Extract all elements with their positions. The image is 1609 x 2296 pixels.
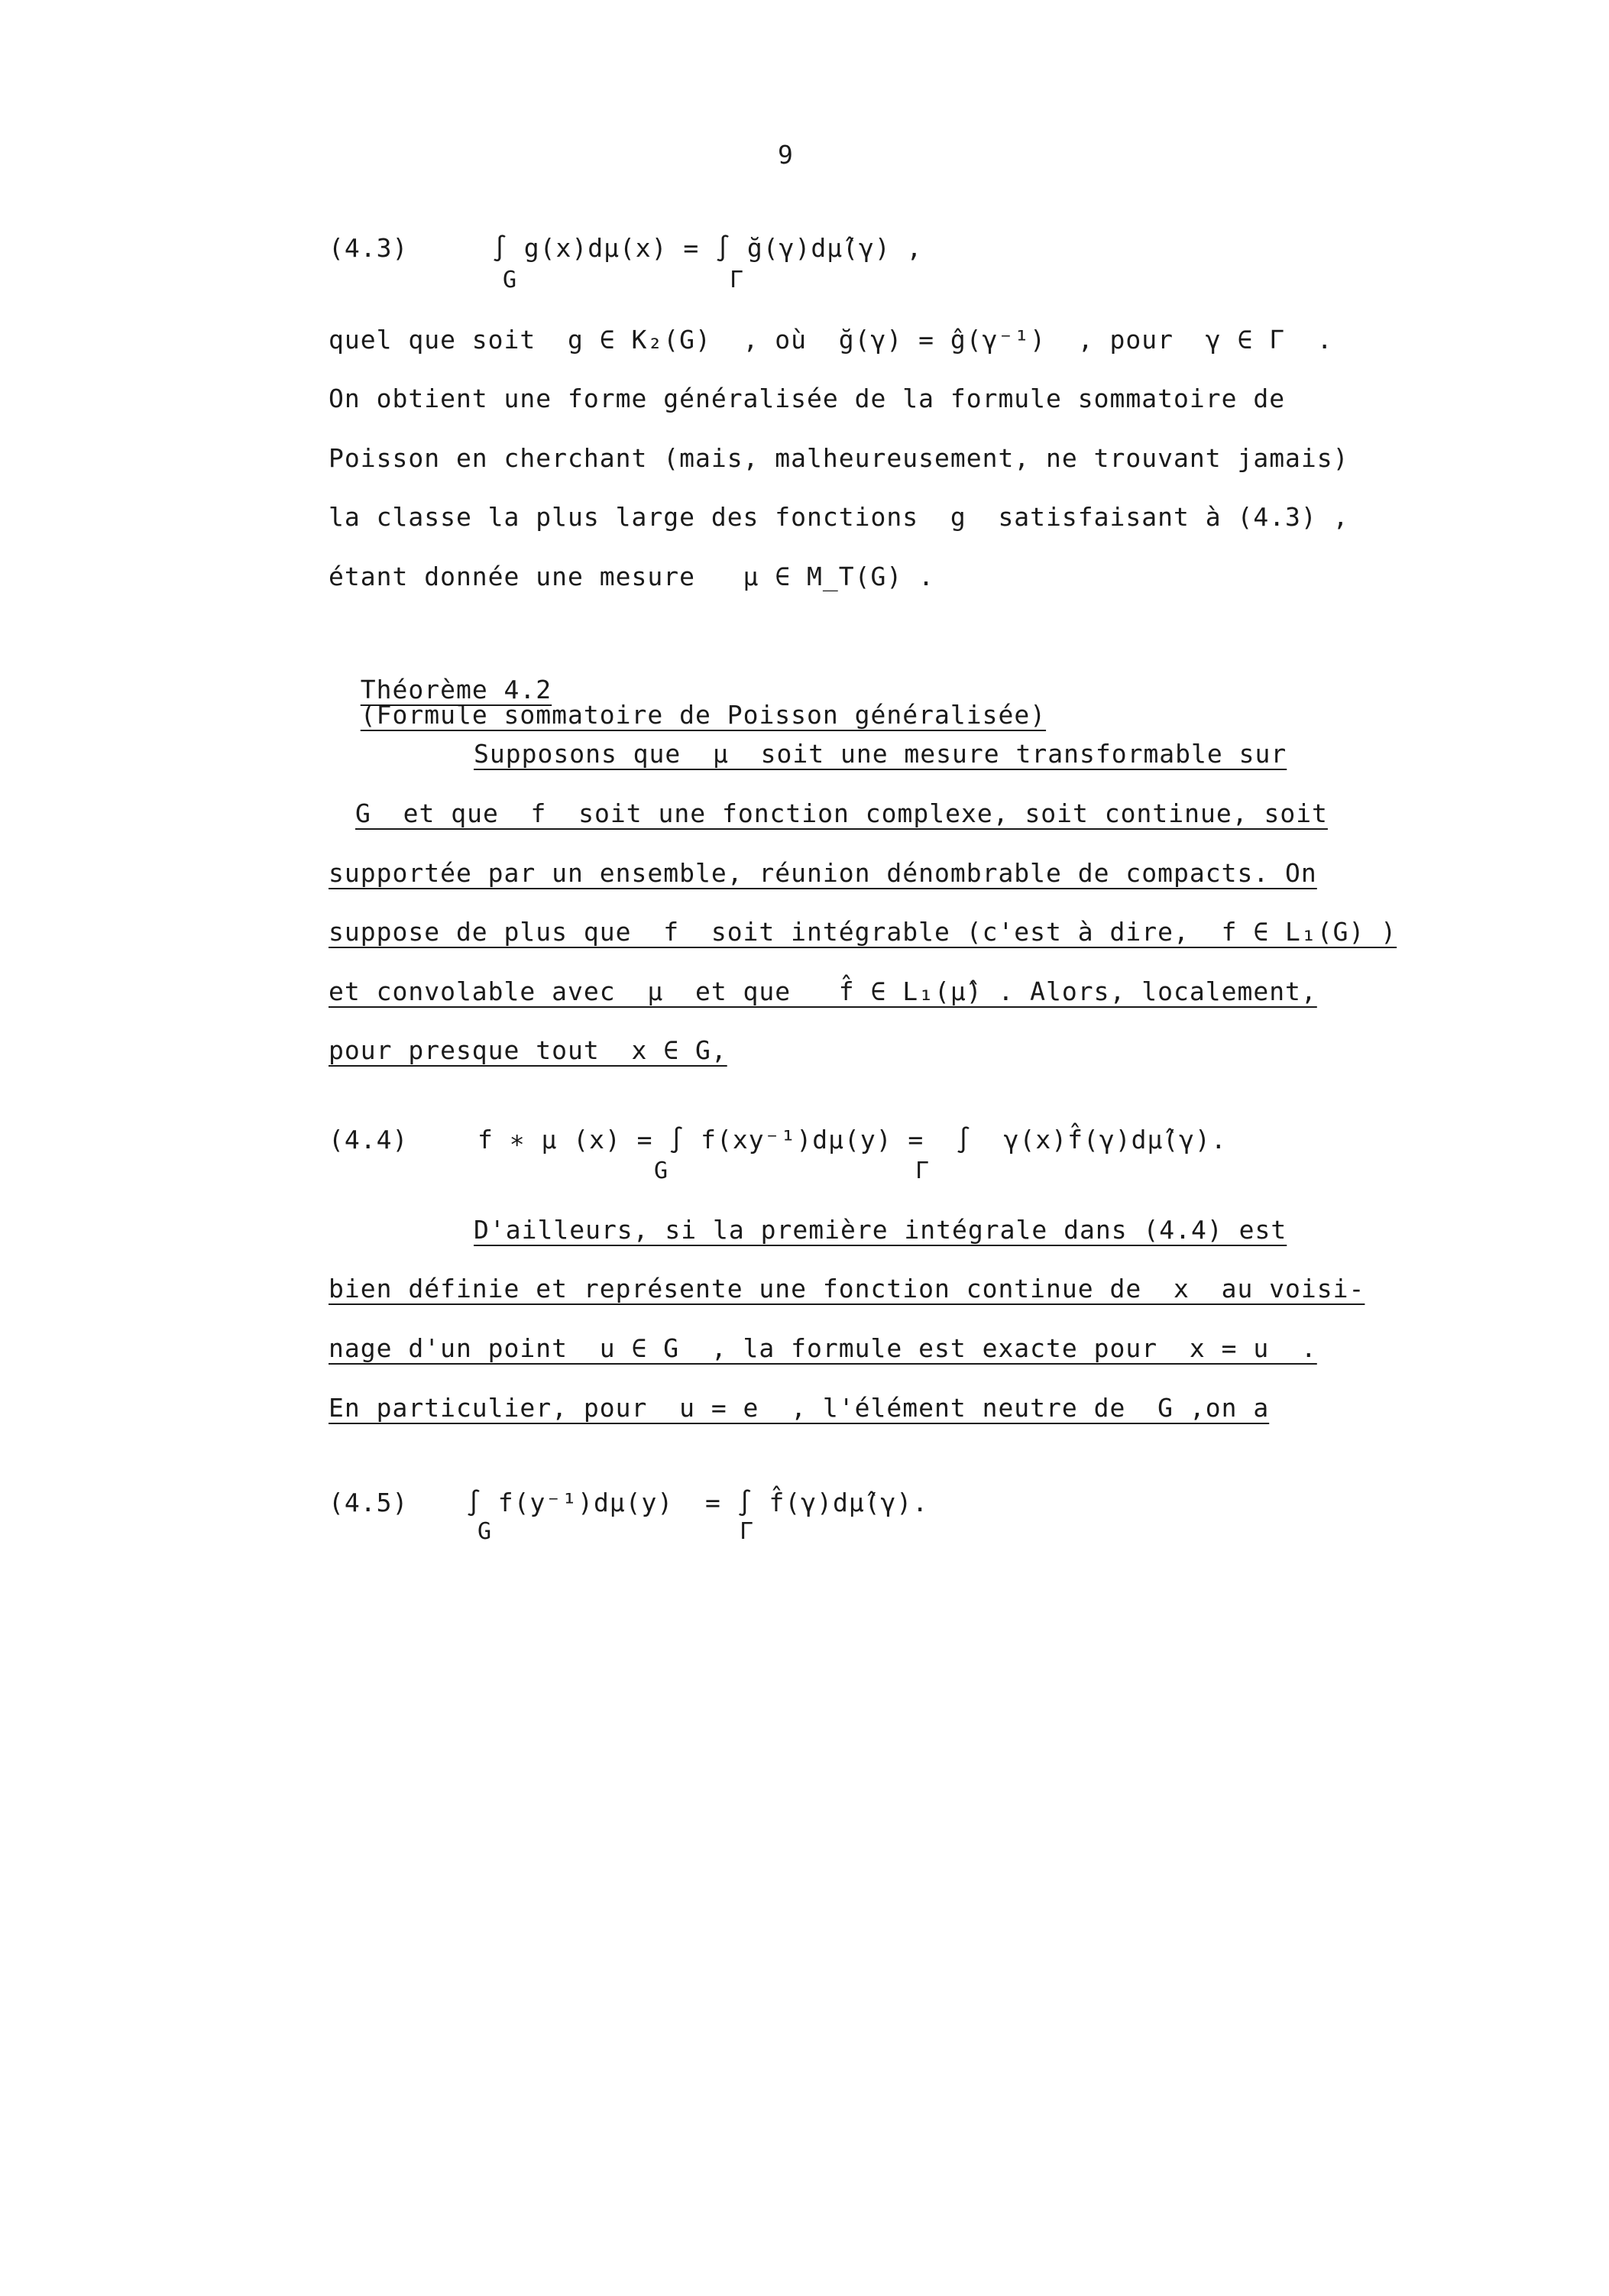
eq-4-3-limit-gamma: Γ — [730, 267, 744, 293]
eq-4-4-limit-g: G — [654, 1158, 669, 1184]
eq-4-5-label: (4.5) — [329, 1488, 409, 1517]
eq-4-4-label: (4.4) — [329, 1125, 409, 1154]
eq-4-3-label: (4.3) — [329, 233, 409, 263]
page-number: 9 — [778, 140, 794, 170]
p2-line-2: G et que f soit une fonction complexe, soit continue, soit — [355, 798, 1328, 828]
eq-4-5-limit-g: G — [478, 1518, 492, 1545]
eq-4-5-limit-gamma: Γ — [740, 1518, 754, 1545]
p2-line-5: et convolable avec μ et que f̂ ∈ L₁(μ̂) . Alors, localement, — [329, 976, 1317, 1006]
eq-4-3-limit-g: G — [503, 267, 517, 293]
eq-4-5-expression: ∫ f(y⁻¹)dμ(y) = ∫ f̂(γ)dμ̂(γ). — [466, 1488, 929, 1517]
p3-line-1: D'ailleurs, si la première intégrale dans (4.4) est — [474, 1215, 1287, 1245]
p1-line-1: quel que soit g ∈ K₂(G) , où ğ(γ) = ĝ(γ⁻¹) , pour γ ∈ Γ . — [329, 325, 1333, 355]
eq-4-4-expression: f ∗ μ (x) = ∫ f(xy⁻¹)dμ(y) = ∫ γ(x)f̂(γ)dμ̂(γ). — [478, 1125, 1227, 1154]
eq-4-4-limit-gamma: Γ — [915, 1158, 930, 1184]
p1-line-3: Poisson en cherchant (mais, malheureusement, ne trouvant jamais) — [329, 443, 1349, 473]
p1-line-2: On obtient une forme généralisée de la formule sommatoire de — [329, 384, 1286, 413]
theorem-heading — [329, 652, 1047, 730]
eq-4-3-expression: ∫ g(x)dμ(x) = ∫ ğ(γ)dμ̂(γ) , — [492, 233, 923, 263]
p2-line-6: pour presque tout x ∈ G, — [329, 1035, 727, 1065]
p2-line-1: Supposons que μ soit une mesure transformable sur — [474, 739, 1287, 769]
p1-line-5: étant donnée une mesure μ ∈ M_T(G) . — [329, 562, 934, 591]
p2-line-4: suppose de plus que f soit intégrable (c'est à dire, f ∈ L₁(G) ) — [329, 917, 1397, 947]
p3-line-4: En particulier, pour u = e , l'élément neutre de G ,on a — [329, 1393, 1270, 1423]
theorem-title: Théorème 4.2 — [360, 675, 552, 704]
p1-line-4: la classe la plus large des fonctions g satisfaisant à (4.3) , — [329, 502, 1349, 532]
p3-line-3: nage d'un point u ∈ G , la formule est exacte pour x = u . — [329, 1333, 1317, 1363]
p2-line-3: supportée par un ensemble, réunion dénombrable de compacts. On — [329, 858, 1317, 888]
theorem-subtitle: (Formule sommatoire de Poisson généralisée) — [360, 700, 1047, 730]
p3-line-2: bien définie et représente une fonction continue de x au voisi- — [329, 1274, 1365, 1303]
